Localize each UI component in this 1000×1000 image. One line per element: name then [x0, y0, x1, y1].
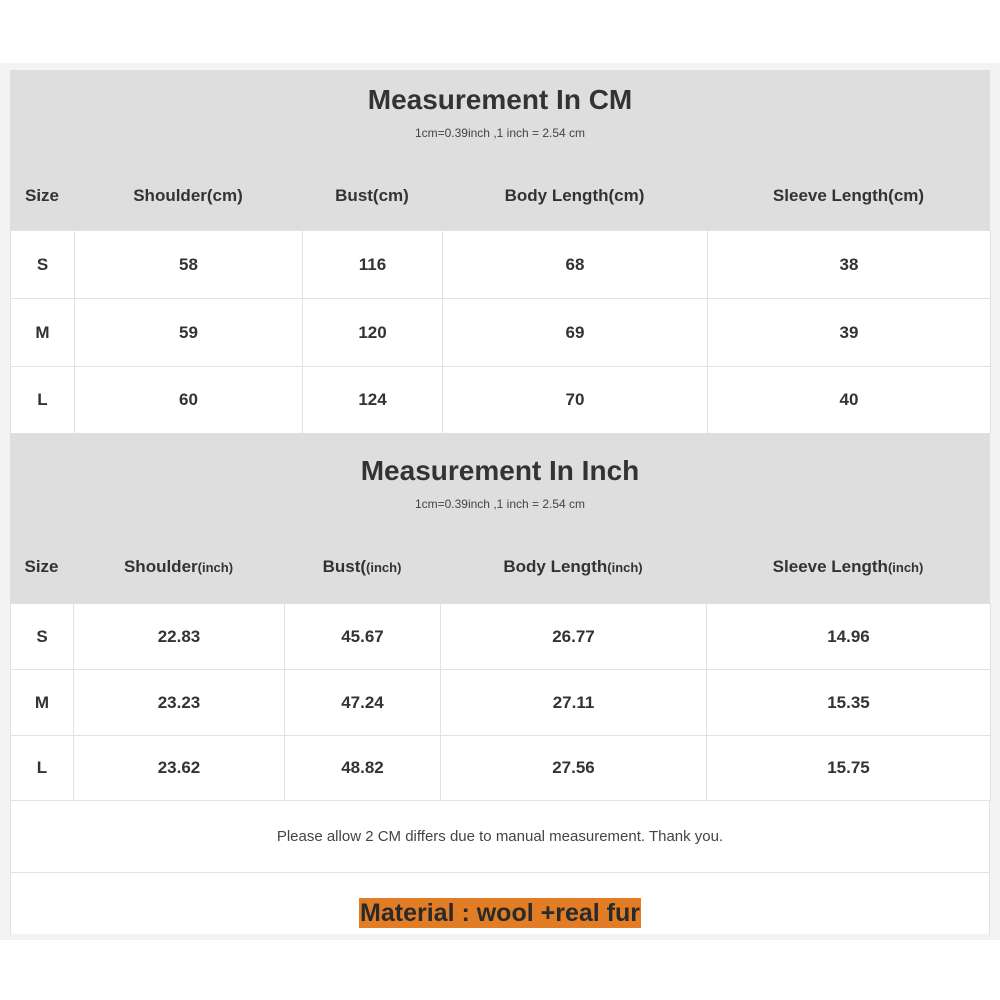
inch-title: Measurement In Inch [360, 455, 640, 486]
value-cell: 116 [303, 231, 443, 299]
size-cell: M [11, 299, 75, 367]
value-cell: 27.56 [441, 736, 707, 801]
value-cell: 59 [75, 299, 303, 367]
size-cell: L [11, 736, 74, 801]
table-row [11, 231, 991, 299]
value-cell: 23.23 [74, 670, 285, 736]
inch-col-body-length: Body Length(inch) [503, 557, 643, 576]
size-cell: M [11, 670, 74, 736]
inch-subtitle: 1cm=0.39inch ,1 inch = 2.54 cm [414, 497, 586, 511]
value-cell: 38 [708, 231, 991, 299]
cm-table [10, 230, 991, 434]
inch-table [10, 603, 991, 801]
value-cell: 45.67 [285, 604, 441, 670]
value-cell: 124 [303, 367, 443, 434]
inch-header-block [10, 433, 990, 603]
cm-title: Measurement In CM [367, 84, 633, 115]
value-cell: 60 [75, 367, 303, 434]
cm-col-shoulder: Shoulder(cm) [133, 186, 243, 205]
table-row [11, 736, 991, 801]
measurement-note: Please allow 2 CM differs due to manual measurement. Thank you. [10, 800, 990, 873]
value-cell: 68 [443, 231, 708, 299]
value-cell: 40 [708, 367, 991, 434]
value-cell: 39 [708, 299, 991, 367]
value-cell: 22.83 [74, 604, 285, 670]
inch-col-sleeve-length: Sleeve Length(inch) [772, 557, 924, 576]
size-chart [10, 70, 990, 934]
value-cell: 120 [303, 299, 443, 367]
value-cell: 48.82 [285, 736, 441, 801]
table-row [11, 299, 991, 367]
cm-col-size: Size [24, 186, 60, 205]
value-cell: 23.62 [74, 736, 285, 801]
value-cell: 27.11 [441, 670, 707, 736]
table-row [11, 670, 991, 736]
table-row [11, 367, 991, 434]
value-cell: 69 [443, 299, 708, 367]
value-cell: 58 [75, 231, 303, 299]
cm-col-body-length: Body Length(cm) [504, 186, 645, 205]
inch-col-size: Size [24, 557, 59, 576]
value-cell: 15.75 [707, 736, 991, 801]
cm-header-block [10, 70, 990, 230]
cm-col-bust: Bust(cm) [335, 186, 409, 205]
value-cell: 14.96 [707, 604, 991, 670]
value-cell: 15.35 [707, 670, 991, 736]
size-cell: S [11, 231, 75, 299]
inch-col-bust: Bust((inch) [322, 557, 402, 576]
size-cell: S [11, 604, 74, 670]
table-row [11, 604, 991, 670]
value-cell: 26.77 [441, 604, 707, 670]
size-cell: L [11, 367, 75, 434]
material-label: Material : wool +real fur [360, 899, 640, 927]
value-cell: 70 [443, 367, 708, 434]
inch-col-shoulder: Shoulder(inch) [123, 557, 234, 576]
value-cell: 47.24 [285, 670, 441, 736]
material-row [10, 872, 990, 935]
cm-subtitle: 1cm=0.39inch ,1 inch = 2.54 cm [414, 126, 586, 140]
cm-col-sleeve-length: Sleeve Length(cm) [772, 186, 925, 205]
